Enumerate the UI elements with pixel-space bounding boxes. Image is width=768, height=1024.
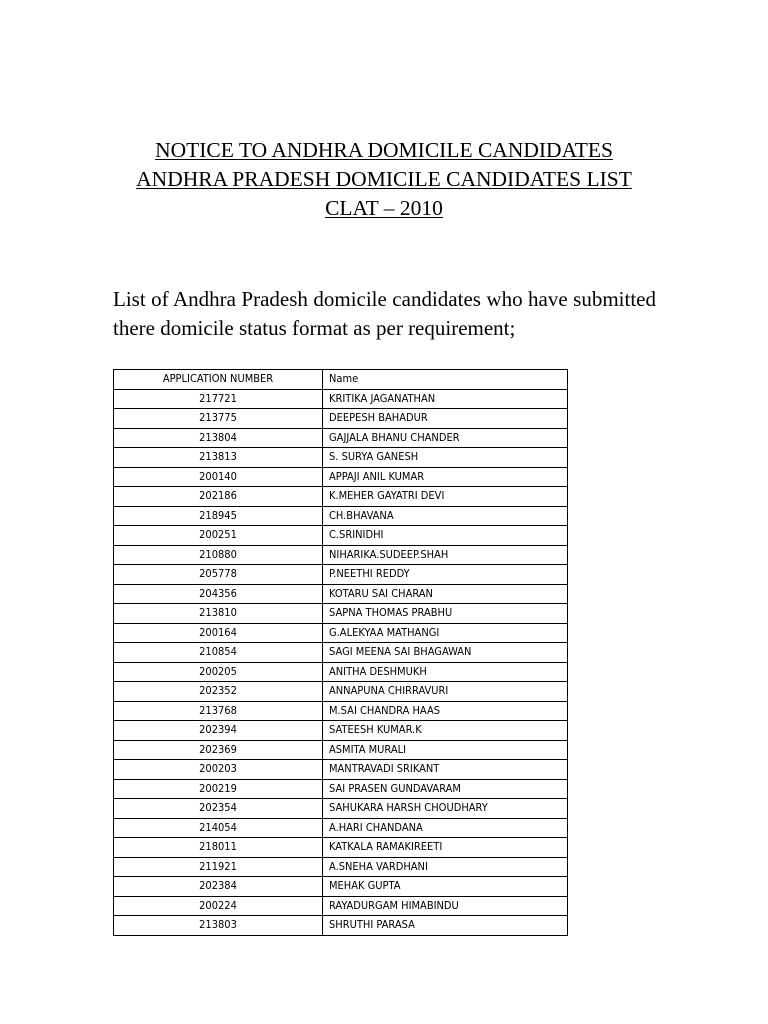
heading-line-list-title: ANDHRA PRADESH DOMICILE CANDIDATES LIST xyxy=(136,167,632,191)
application-number-cell: 200164 xyxy=(114,623,323,643)
application-number-cell: 204356 xyxy=(114,584,323,604)
application-number-cell: 218011 xyxy=(114,838,323,858)
candidate-name-cell: S. SURYA GANESH xyxy=(323,448,568,468)
candidate-name-cell: SAI PRASEN GUNDAVARAM xyxy=(323,779,568,799)
application-number-cell: 202369 xyxy=(114,740,323,760)
application-number-cell: 200219 xyxy=(114,779,323,799)
header-name: Name xyxy=(323,370,568,390)
application-number-cell: 200203 xyxy=(114,760,323,780)
application-number-cell: 211921 xyxy=(114,857,323,877)
table-row xyxy=(114,838,568,858)
candidate-name-cell: A.SNEHA VARDHANI xyxy=(323,857,568,877)
candidates-table-body xyxy=(114,389,568,935)
table-row xyxy=(114,584,568,604)
table-row xyxy=(114,662,568,682)
application-number-cell: 214054 xyxy=(114,818,323,838)
table-row xyxy=(114,682,568,702)
application-number-cell: 202384 xyxy=(114,877,323,897)
table-header-row xyxy=(114,370,568,390)
table-row xyxy=(114,896,568,916)
application-number-cell: 202354 xyxy=(114,799,323,819)
heading-line-notice: NOTICE TO ANDHRA DOMICILE CANDIDATES xyxy=(155,138,613,162)
candidate-name-cell: KRITIKA JAGANATHAN xyxy=(323,389,568,409)
application-number-cell: 205778 xyxy=(114,565,323,585)
table-row xyxy=(114,526,568,546)
table-row xyxy=(114,701,568,721)
table-row xyxy=(114,623,568,643)
table-row xyxy=(114,760,568,780)
header-application-number: APPLICATION NUMBER xyxy=(114,370,323,390)
application-number-cell: 210880 xyxy=(114,545,323,565)
candidate-name-cell: C.SRINIDHI xyxy=(323,526,568,546)
candidate-name-cell: A.HARI CHANDANA xyxy=(323,818,568,838)
candidate-name-cell: GAJJALA BHANU CHANDER xyxy=(323,428,568,448)
candidate-name-cell: ANITHA DESHMUKH xyxy=(323,662,568,682)
candidate-name-cell: SAGI MEENA SAI BHAGAWAN xyxy=(323,643,568,663)
application-number-cell: 213813 xyxy=(114,448,323,468)
table-row xyxy=(114,877,568,897)
candidate-name-cell: SHRUTHI PARASA xyxy=(323,916,568,936)
application-number-cell: 200205 xyxy=(114,662,323,682)
table-row xyxy=(114,467,568,487)
candidate-name-cell: RAYADURGAM HIMABINDU xyxy=(323,896,568,916)
application-number-cell: 213775 xyxy=(114,409,323,429)
candidate-name-cell: ASMITA MURALI xyxy=(323,740,568,760)
candidate-name-cell: M.SAI CHANDRA HAAS xyxy=(323,701,568,721)
application-number-cell: 202186 xyxy=(114,487,323,507)
candidate-name-cell: NIHARIKA.SUDEEP.SHAH xyxy=(323,545,568,565)
table-row xyxy=(114,565,568,585)
table-row xyxy=(114,779,568,799)
application-number-cell: 202352 xyxy=(114,682,323,702)
application-number-cell: 200224 xyxy=(114,896,323,916)
candidate-name-cell: APPAJI ANIL KUMAR xyxy=(323,467,568,487)
candidate-name-cell: CH.BHAVANA xyxy=(323,506,568,526)
candidate-name-cell: KATKALA RAMAKIREETI xyxy=(323,838,568,858)
table-row xyxy=(114,389,568,409)
table-row xyxy=(114,818,568,838)
application-number-cell: 200251 xyxy=(114,526,323,546)
table-row xyxy=(114,740,568,760)
table-row xyxy=(114,916,568,936)
table-row xyxy=(114,506,568,526)
table-row xyxy=(114,604,568,624)
application-number-cell: 213804 xyxy=(114,428,323,448)
candidate-name-cell: K.MEHER GAYATRI DEVI xyxy=(323,487,568,507)
application-number-cell: 213768 xyxy=(114,701,323,721)
application-number-cell: 213803 xyxy=(114,916,323,936)
application-number-cell: 200140 xyxy=(114,467,323,487)
table-row xyxy=(114,448,568,468)
candidate-name-cell: P.NEETHI REDDY xyxy=(323,565,568,585)
candidate-name-cell: SAHUKARA HARSH CHOUDHARY xyxy=(323,799,568,819)
application-number-cell: 213810 xyxy=(114,604,323,624)
application-number-cell: 217721 xyxy=(114,389,323,409)
candidate-name-cell: MANTRAVADI SRIKANT xyxy=(323,760,568,780)
application-number-cell: 218945 xyxy=(114,506,323,526)
candidate-name-cell: SAPNA THOMAS PRABHU xyxy=(323,604,568,624)
candidate-name-cell: ANNAPUNA CHIRRAVURI xyxy=(323,682,568,702)
table-row xyxy=(114,857,568,877)
table-row xyxy=(114,643,568,663)
intro-paragraph: List of Andhra Pradesh domicile candidates who have submitted there domicile status format as per requirement; xyxy=(113,287,656,340)
table-row xyxy=(114,545,568,565)
notice-heading xyxy=(0,136,768,223)
candidate-name-cell: DEEPESH BAHADUR xyxy=(323,409,568,429)
table-row xyxy=(114,428,568,448)
table-row xyxy=(114,487,568,507)
table-row xyxy=(114,799,568,819)
candidate-name-cell: G.ALEKYAA MATHANGI xyxy=(323,623,568,643)
candidates-table xyxy=(113,369,568,936)
application-number-cell: 210854 xyxy=(114,643,323,663)
candidate-name-cell: SATEESH KUMAR.K xyxy=(323,721,568,741)
table-row xyxy=(114,409,568,429)
application-number-cell: 202394 xyxy=(114,721,323,741)
candidate-name-cell: KOTARU SAI CHARAN xyxy=(323,584,568,604)
table-row xyxy=(114,721,568,741)
candidate-name-cell: MEHAK GUPTA xyxy=(323,877,568,897)
heading-line-exam: CLAT – 2010 xyxy=(325,196,443,220)
